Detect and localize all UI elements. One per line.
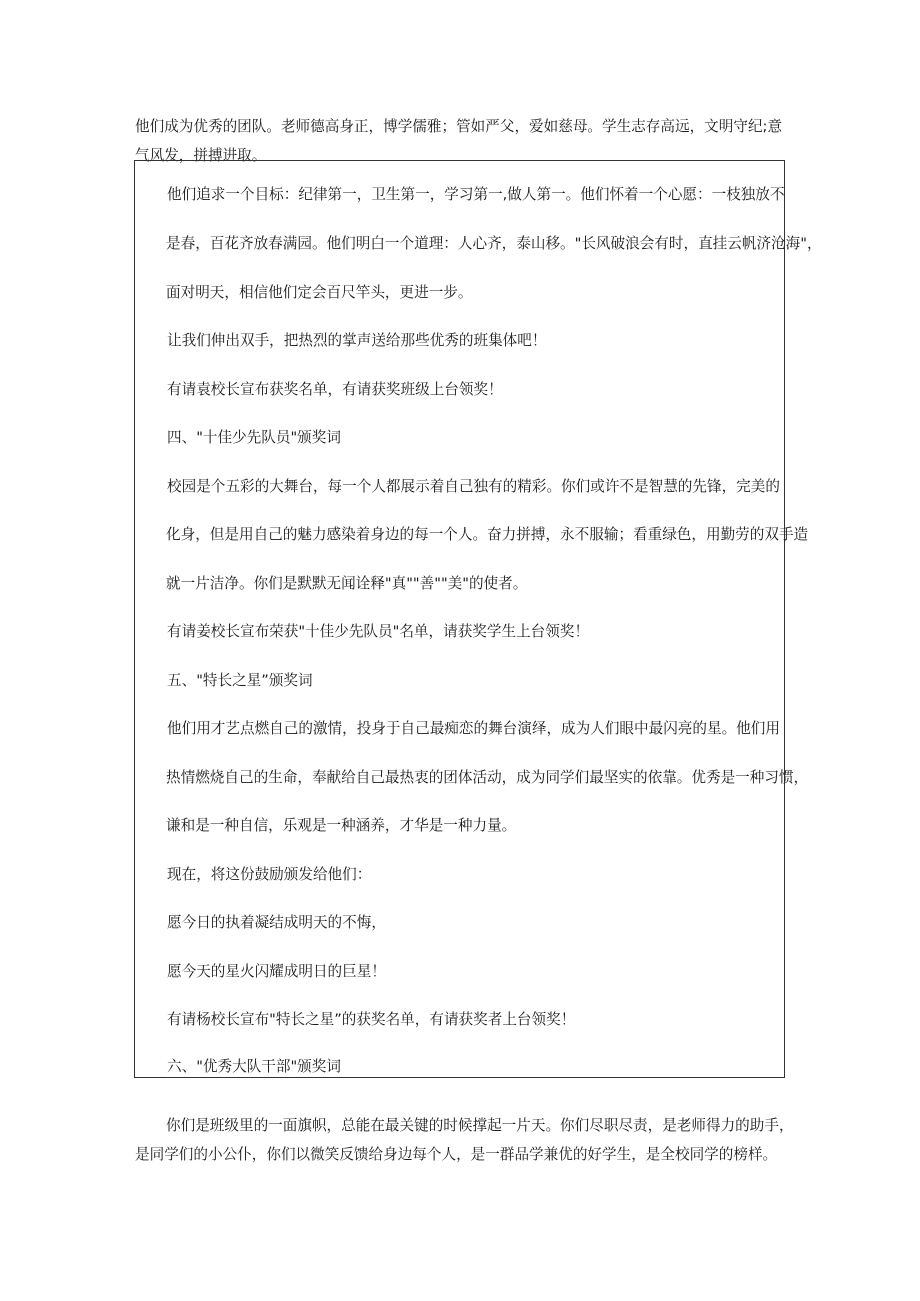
box-line: 愿今天的星火闪耀成明日的巨星！ [167, 963, 386, 980]
top-paragraph-line-2: 气风发，拼搏进取。 [135, 147, 267, 164]
box-line: 他们用才艺点燃自己的激情，投身于自己最痴恋的舞台演绎，成为人们眼中最闪亮的星。他们用 [167, 720, 780, 737]
box-line: 化身，但是用自己的魅力感染着身边的每一个人。奋力拼搏，永不服输；看重绿色，用勤劳的双手造 [166, 526, 809, 543]
box-line: 谦和是一种自信，乐观是一种涵养，才华是一种力量。 [166, 817, 517, 834]
bordered-content-box [134, 160, 822, 1078]
bottom-paragraph-line-2: 是同学们的小公仆，你们以微笑反馈给身边每个人，是一群品学兼优的好学生，是全校同学的榜样。 [135, 1146, 778, 1163]
box-line: 校园是个五彩的大舞台，每一个人都展示着自己独有的精彩。你们或许不是智慧的先锋，完美的 [167, 478, 780, 495]
box-line: 让我们伸出双手，把热烈的掌声送给那些优秀的班集体吧！ [167, 332, 547, 349]
section-heading: 六、"优秀大队干部"颁奖词 [167, 1058, 341, 1075]
section-heading: 五、"特长之星”颁奖词 [167, 672, 313, 689]
top-paragraph-line-1: 他们成为优秀的团队。老师德高身正，博学儒雅；管如严父，爱如慈母。学生志存高远，文明守纪;意 [135, 118, 783, 135]
box-line: 愿今日的执着凝结成明天的不悔， [167, 914, 386, 931]
box-line: 有请姜校长宣布荣获"十佳少先队员"名单，请获奖学生上台领奖！ [167, 623, 590, 640]
box-line: 他们追求一个目标：纪律第一，卫生第一，学习第一,做人第一。他们怀着一个心愿：一枝独放不 [167, 186, 785, 203]
box-line: 有请杨校长宣布"特长之星”的获奖名单，有请获奖者上台领奖！ [167, 1011, 576, 1028]
bottom-paragraph-line-1: 你们是班级里的一面旗帜，总能在最关键的时候撑起一片天。你们尽职尽责，是老师得力的助手， [166, 1117, 794, 1134]
box-line: 面对明天，相信他们定会百尺竿头，更进一步。 [166, 284, 473, 301]
box-line: 就一片洁净。你们是默默无闻诠释"真""善""美"的使者。 [166, 575, 528, 592]
box-line: 现在，将这份鼓励颁发给他们： [167, 866, 372, 883]
box-line: 有请袁校长宣布获奖名单，有请获奖班级上台领奖！ [167, 381, 503, 398]
bottom-paragraph [135, 1111, 794, 1169]
box-line: 是春，百花齐放春满园。他们明白一个道理：人心齐，泰山移。"长风破浪会有时，直挂云帆济沧海"， [166, 235, 822, 252]
box-line: 热情燃烧自己的生命，奉献给自己最热衷的团体活动，成为同学们最坚实的依靠。优秀是一种习惯， [166, 769, 809, 786]
section-heading: 四、"十佳少先队员"颁奖词 [167, 429, 341, 446]
